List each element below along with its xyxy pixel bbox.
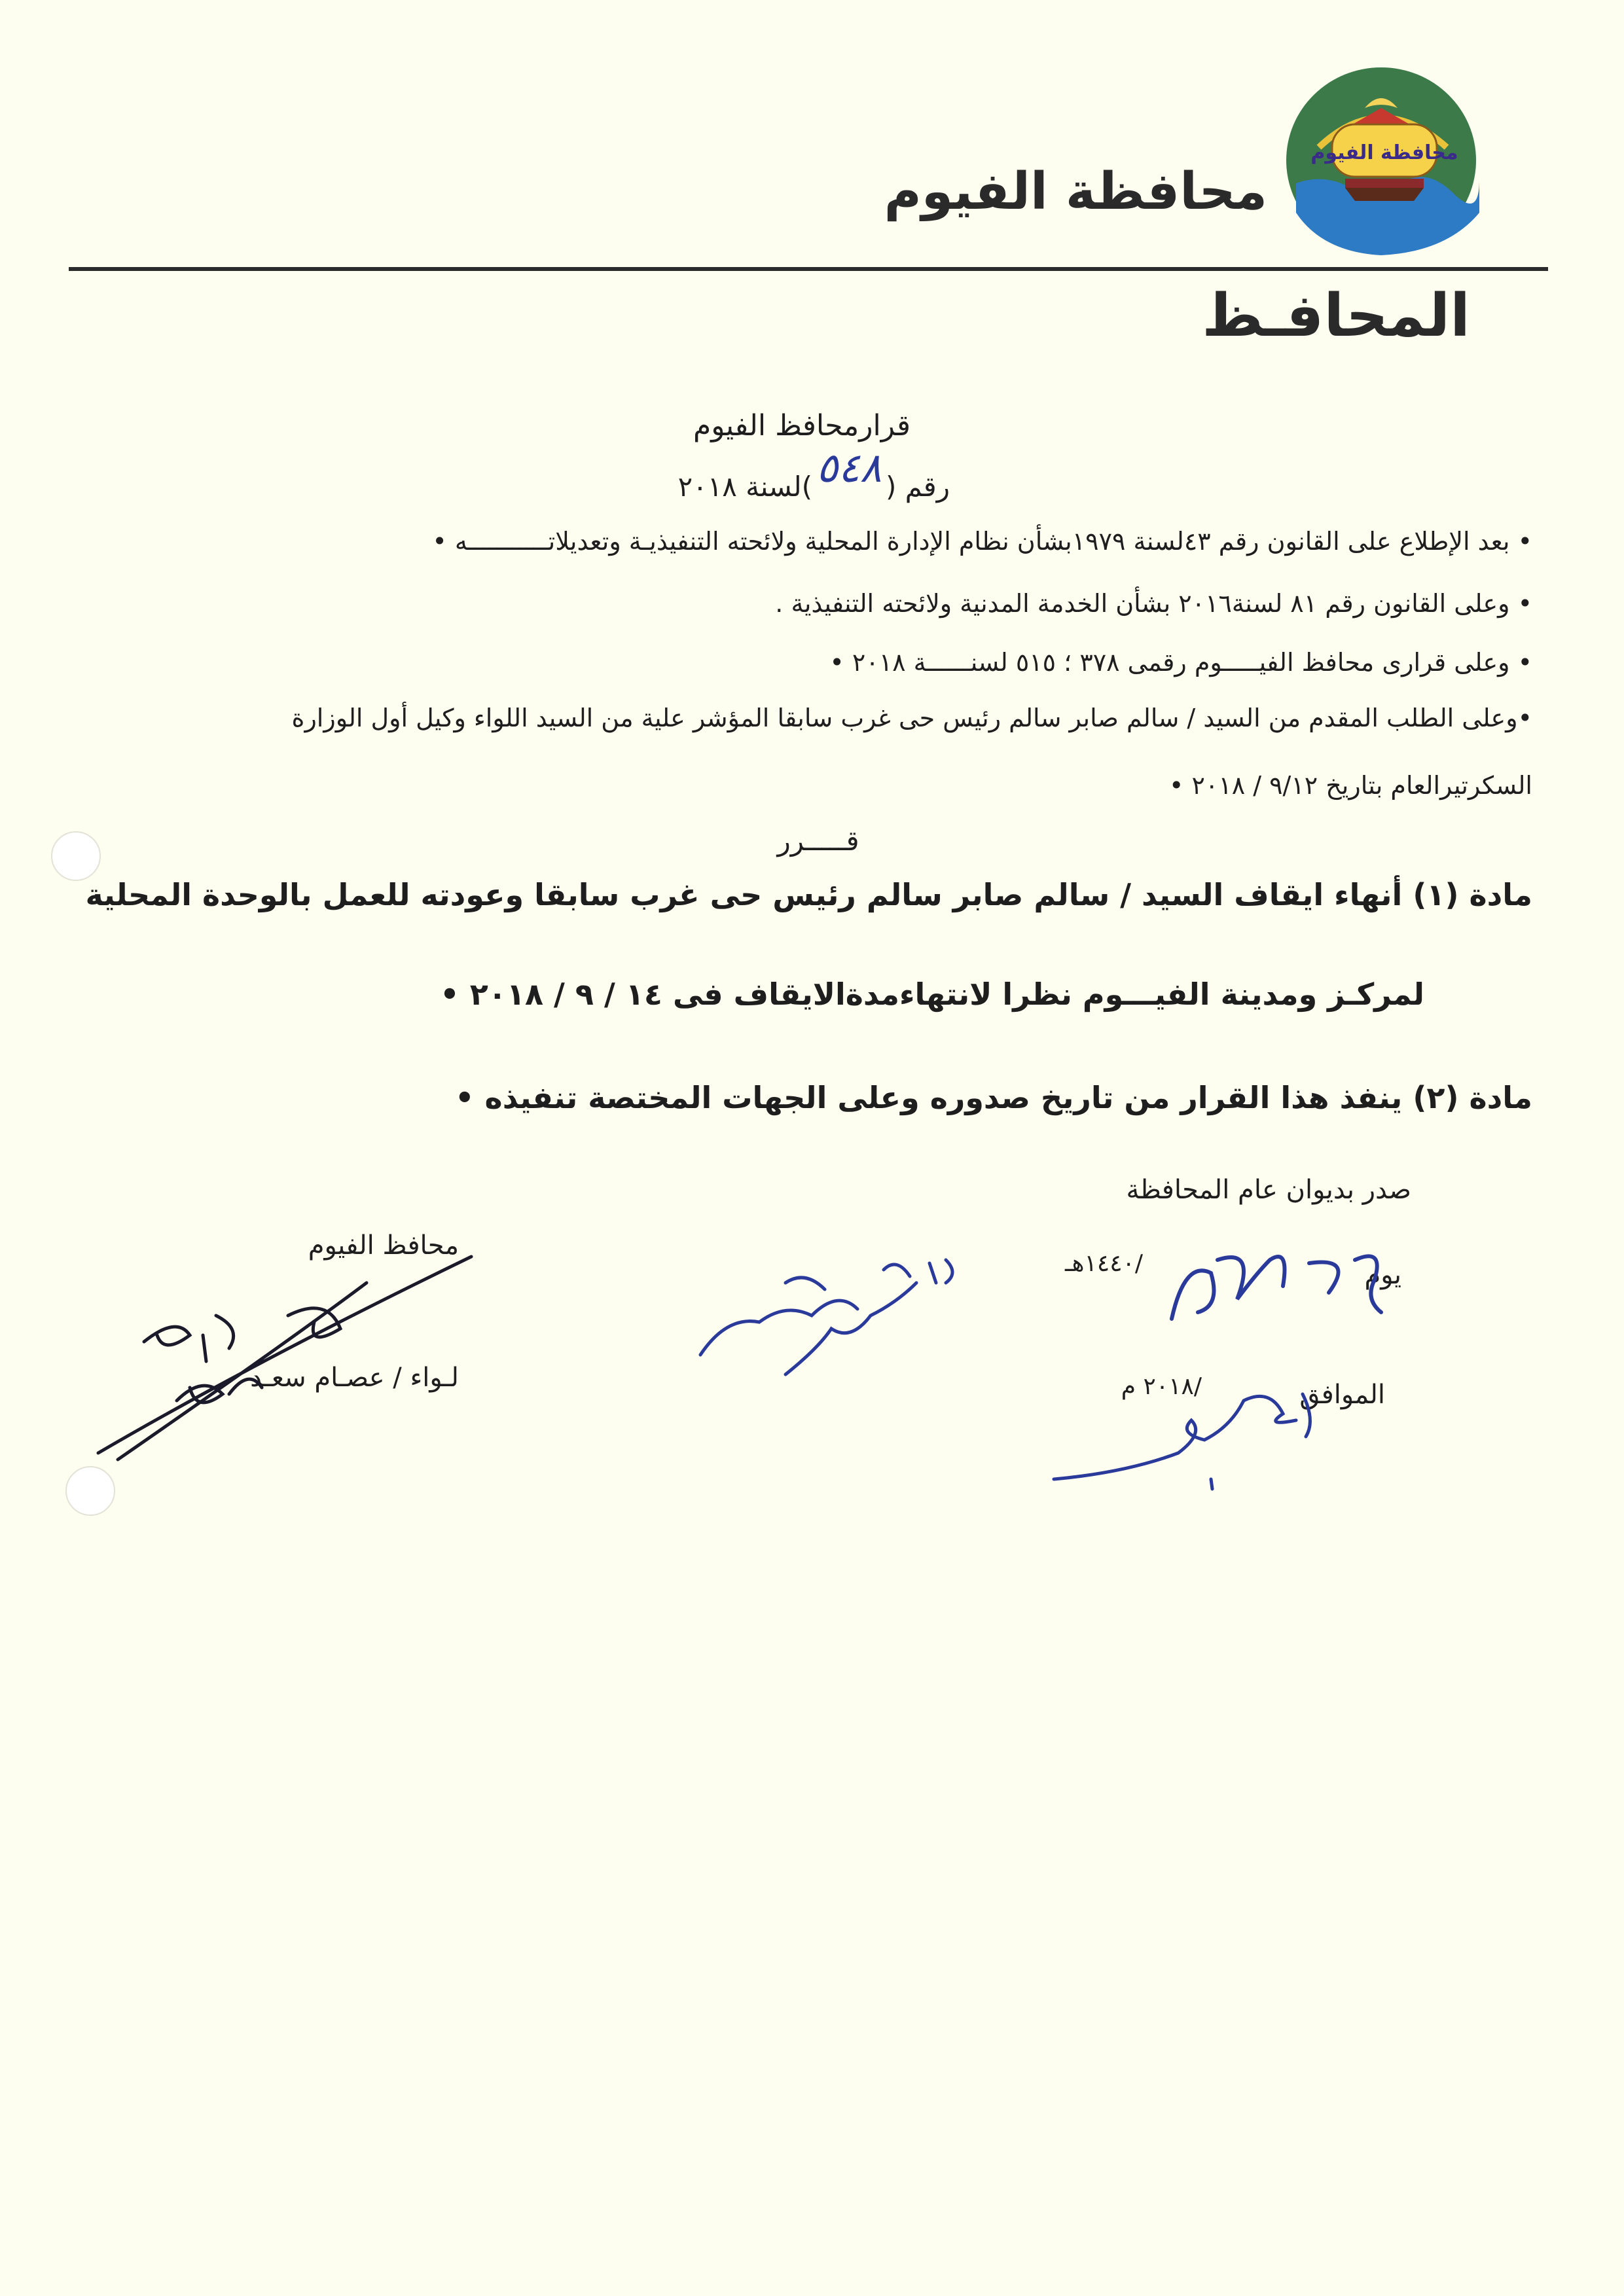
preamble-clause: السكرتيرالعام بتاريخ ٩/١٢ / ٢٠١٨ • [1169,771,1532,800]
office-title: المحافـظ [1202,281,1470,350]
signatory-title: محافظ الفيوم [308,1230,459,1261]
article-1-continued: لمركـز ومدينة الفيـــوم نظرا لانتهاءمدةالايقاف فى ١٤ / ٩ / ٢٠١٨ • [440,977,1424,1012]
hijri-day-label: يوم [1364,1260,1401,1290]
decision-title: قرارمحافظ الفيوم [693,409,911,442]
preamble-clause: •وعلى الطلب المقدم من السيد / سالم صابر سالم رئيس حى غرب سابقا المؤشر علية من السيد اللواء وكيل أول الوزارة [291,704,1532,732]
preamble-clause: • بعد الإطلاع على القانون رقم ٤٣لسنة ١٩٧٩بشأن نظام الإدارة المحلية ولائحته التنفيذيـة وتعديلاتـــــــــــه • [432,527,1532,556]
handwritten-initials [687,1244,969,1394]
hijri-year: /١٤٤٠هـ [1064,1250,1143,1277]
preamble-clause: • وعلى قرارى محافظ الفيـــــوم رقمى ٣٧٨ ؛ ٥١٥ لسنــــــة ٢٠١٨ • [829,648,1532,677]
fayoum-emblem-logo [1283,62,1486,259]
gregorian-year: /٢٠١٨ م [1121,1373,1202,1400]
signatory-name: لـواء / عصـام سعـد [250,1363,459,1393]
punch-hole [51,831,101,881]
article-1: مادة (١) أنهاء ايقاف السيد / سالم صابر سالم رئيس حى غرب سابقا وعودته للعمل بالوحدة المحلية [85,877,1532,912]
gregorian-label: الموافق [1299,1380,1385,1410]
punch-hole [65,1466,115,1516]
decision-number [677,444,950,506]
governorate-name: محافظة الفيوم [884,162,1267,221]
governor-signature [92,1244,484,1479]
logo-text: محافظة الفيوم [1310,141,1458,164]
decision-number-handwritten: ٥٤٨ [816,444,882,492]
handwritten-gregorian-date [1047,1374,1322,1492]
decision-number-prefix: رقم ( [885,471,950,503]
header-divider [69,267,1548,271]
decree-word: قـــــرر [777,825,859,857]
preamble-clause: • وعلى القانون رقم ٨١ لسنة٢٠١٦ بشأن الخدمة المدنية ولائحته التنفيذية . [775,589,1532,618]
handwritten-hijri-date [1159,1234,1401,1338]
article-2: مادة (٢) ينفذ هذا القرار من تاريخ صدوره وعلى الجهات المختصة تنفيذه • [455,1080,1532,1115]
issued-at: صدر بديوان عام المحافظة [1126,1175,1411,1205]
decision-number-suffix: )لسنة ٢٠١٨ [677,471,813,503]
